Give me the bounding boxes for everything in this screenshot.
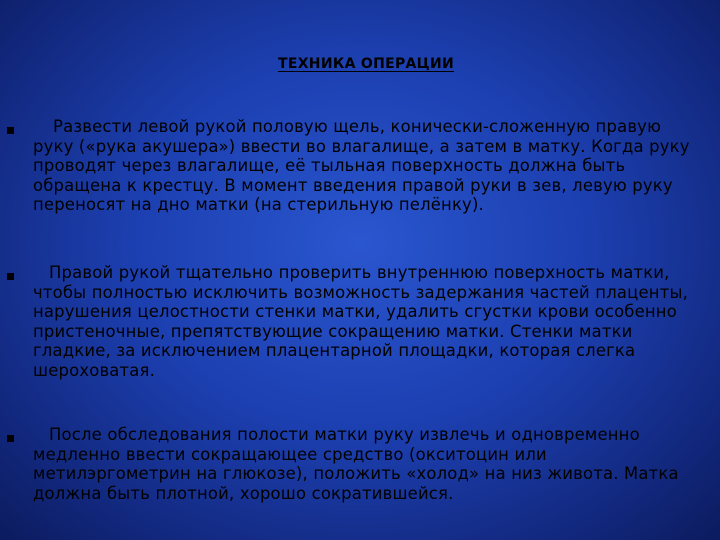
bullet-text: После обследования полости матки руку извлечь и одновременно медленно ввести сокращающее средство (окситоцин или метилэргометрин на глюкозе), положить «холод» на низ живота. Матка должна быть плотной, хорошо сократившейся. — [33, 425, 679, 503]
square-bullet-icon — [7, 127, 14, 134]
bullet-text: Развести левой рукой половую щель, конически-сложенную правую руку («рука акушера») ввести во влагалище, а затем в матку. Когда руку проводят через влагалище, её тыльная поверхность должна быть обращена к крестцу. В момент введения правой руки в зев, левую руку переносят на дно матки (на стерильную пелёнку). — [33, 117, 690, 215]
slide-title-text: ТЕХНИКА ОПЕРАЦИИ — [278, 56, 454, 72]
bullet-text: Правой рукой тщательно проверить внутреннюю поверхность матки, чтобы полностью исключить возможность задержания частей плаценты, нарушения целостности стенки матки, удалить сгустки крови особенно пристеночные, препятствующие сокращению матки. Стенки матки гладкие, за исключением плацентарной площадки, которая слегка шероховатая. — [33, 263, 688, 380]
slide-title — [0, 56, 720, 72]
square-bullet-icon — [7, 435, 14, 442]
square-bullet-icon — [7, 273, 14, 280]
